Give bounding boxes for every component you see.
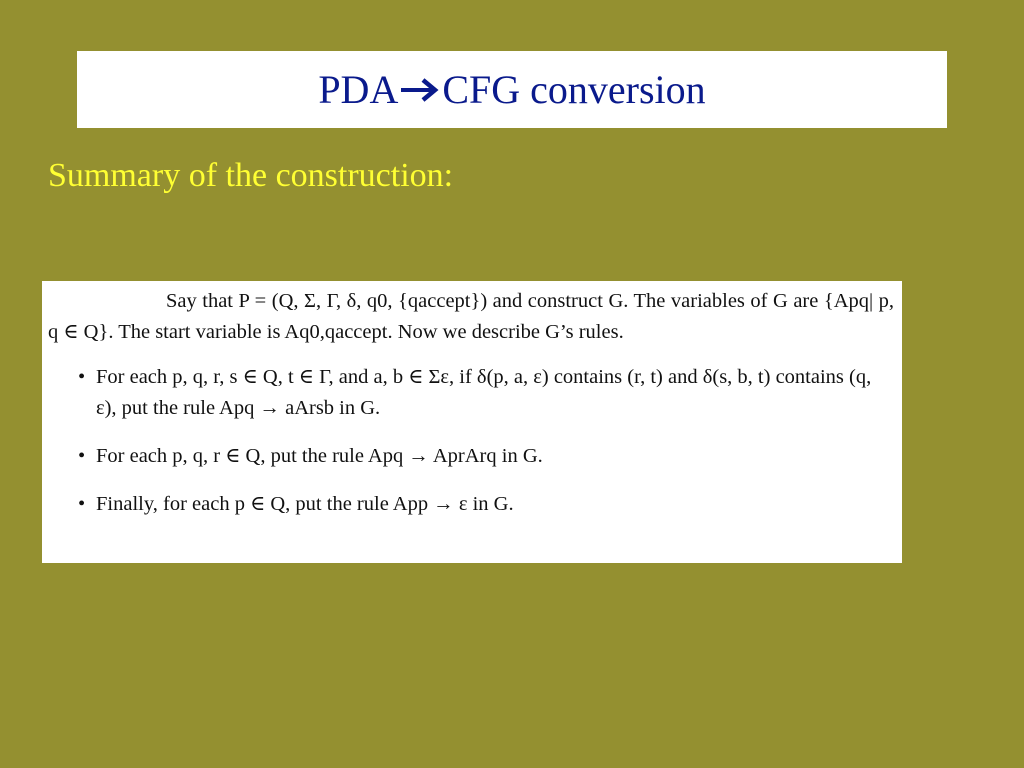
title-banner (77, 51, 947, 128)
rule-text-3: Finally, for each p ∈ Q, put the rule App → ε in G. (96, 493, 514, 515)
list-item (48, 441, 894, 472)
right-arrow-icon (399, 76, 441, 104)
title-text-pda: PDA (318, 66, 399, 112)
construction-summary-image (42, 281, 902, 563)
bullet-icon: • (78, 445, 86, 467)
rule-list (48, 362, 894, 520)
rule-text-2: For each p, q, r ∈ Q, put the rule Apq → AprArq in G. (96, 445, 543, 467)
list-item (48, 362, 894, 424)
rule-text-1: For each p, q, r, s ∈ Q, t ∈ Γ, and a, b ∈ Σε, if δ(p, a, ε) contains (r, t) and δ(s, b, t) contains (q, ε), put the rule Apq → aArsb in G. (96, 366, 872, 419)
slide-title (318, 66, 706, 112)
bullet-icon: • (78, 493, 86, 515)
title-text-cfg: CFG conversion (442, 66, 706, 112)
list-item (48, 489, 894, 520)
bullet-icon: • (78, 366, 86, 388)
intro-paragraph: Say that P = (Q, Σ, Γ, δ, q0, {qaccept}) and construct G. The variables of G are {Apq| p, q ∈ Q}. The start variable is Aq0,qaccept. Now we describe G’s rules. (48, 290, 894, 343)
slide-subtitle: Summary of the construction: (48, 157, 454, 194)
